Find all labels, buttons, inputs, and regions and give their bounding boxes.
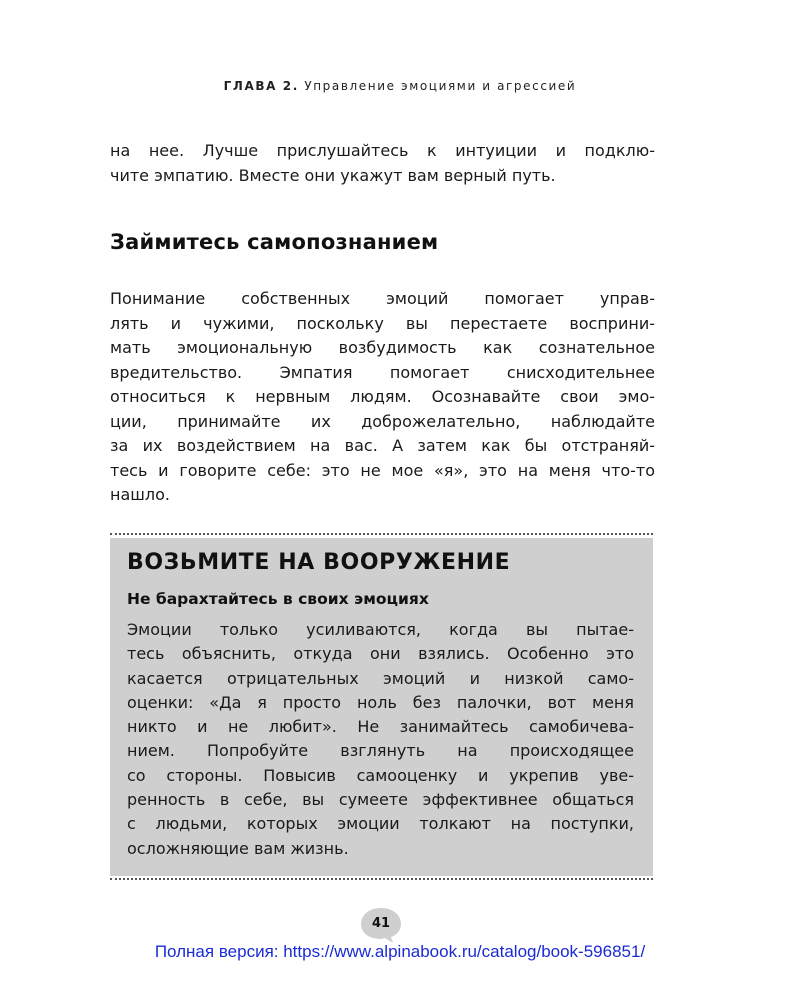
tip-box-subtitle: Не барахтайтесь в своих эмоциях [127,590,429,608]
page-number-badge [359,906,403,942]
text-line: чите эмпатию. Вместе они укажут вам верный путь. [110,165,556,185]
tip-box [110,538,653,876]
text-line: за их воздействием на вас. А затем как бы отстраняй- [110,436,655,455]
text-line: со стороны. Повысив самооценку и укрепив уве- [127,765,634,785]
paragraph-self-knowledge [110,287,655,508]
text-line: ренность в себе, вы сумеете эффективнее общаться [127,790,634,810]
text-line: относиться к нервным людям. Осознавайте свои эмо- [110,387,655,406]
text-line: тесь объяснить, откуда они взялись. Особенно это [127,644,634,664]
dotted-divider-bottom [110,878,653,880]
text-line: вредительство. Эмпатия помогает снисходительнее [110,362,655,382]
text-line: на нее. Лучше прислушайтесь к интуиции и подклю- [110,141,655,160]
text-line: никто и не любит». Не занимайтесь самобичева- [127,717,634,737]
tip-box-text [127,618,634,861]
text-line: лять и чужими, поскольку вы перестаете восприни- [110,313,655,333]
text-line: Эмоции только усиливаются, когда вы пытае- [127,620,634,639]
running-header [0,79,800,93]
dotted-divider-top [110,533,653,535]
paragraph-continued [110,139,655,188]
chapter-label: ГЛАВА 2. [223,79,299,93]
full-version-link[interactable]: Полная версия: https://www.alpinabook.ru/catalog/book-596851/ [154,942,646,961]
text-line: ции, принимайте их доброжелательно, наблюдайте [110,411,655,431]
text-line: касается отрицательных эмоций и низкой само- [127,668,634,688]
text-line: Понимание собственных эмоций помогает управ- [110,289,655,308]
text-line: нашло. [110,485,171,504]
text-line: мать эмоциональную возбудимость как сознательное [110,338,655,357]
text-line: с людьми, которых эмоции толкают на поступки, [127,814,634,834]
text-line: тесь и говорите себе: это не мое «я», это на меня что-то [110,460,655,480]
section-heading: Займитесь самопознанием [110,230,439,254]
page-number: 41 [371,916,391,931]
text-line: оценки: «Да я просто ноль без палочки, вот меня [127,692,634,712]
tip-box-title: ВОЗЬМИТЕ НА ВООРУЖЕНИЕ [127,550,511,575]
text-line: осложняющие вам жизнь. [127,838,349,858]
text-line: нием. Попробуйте взглянуть на происходящее [127,741,634,761]
chapter-title: Управление эмоциями и агрессией [304,79,577,93]
